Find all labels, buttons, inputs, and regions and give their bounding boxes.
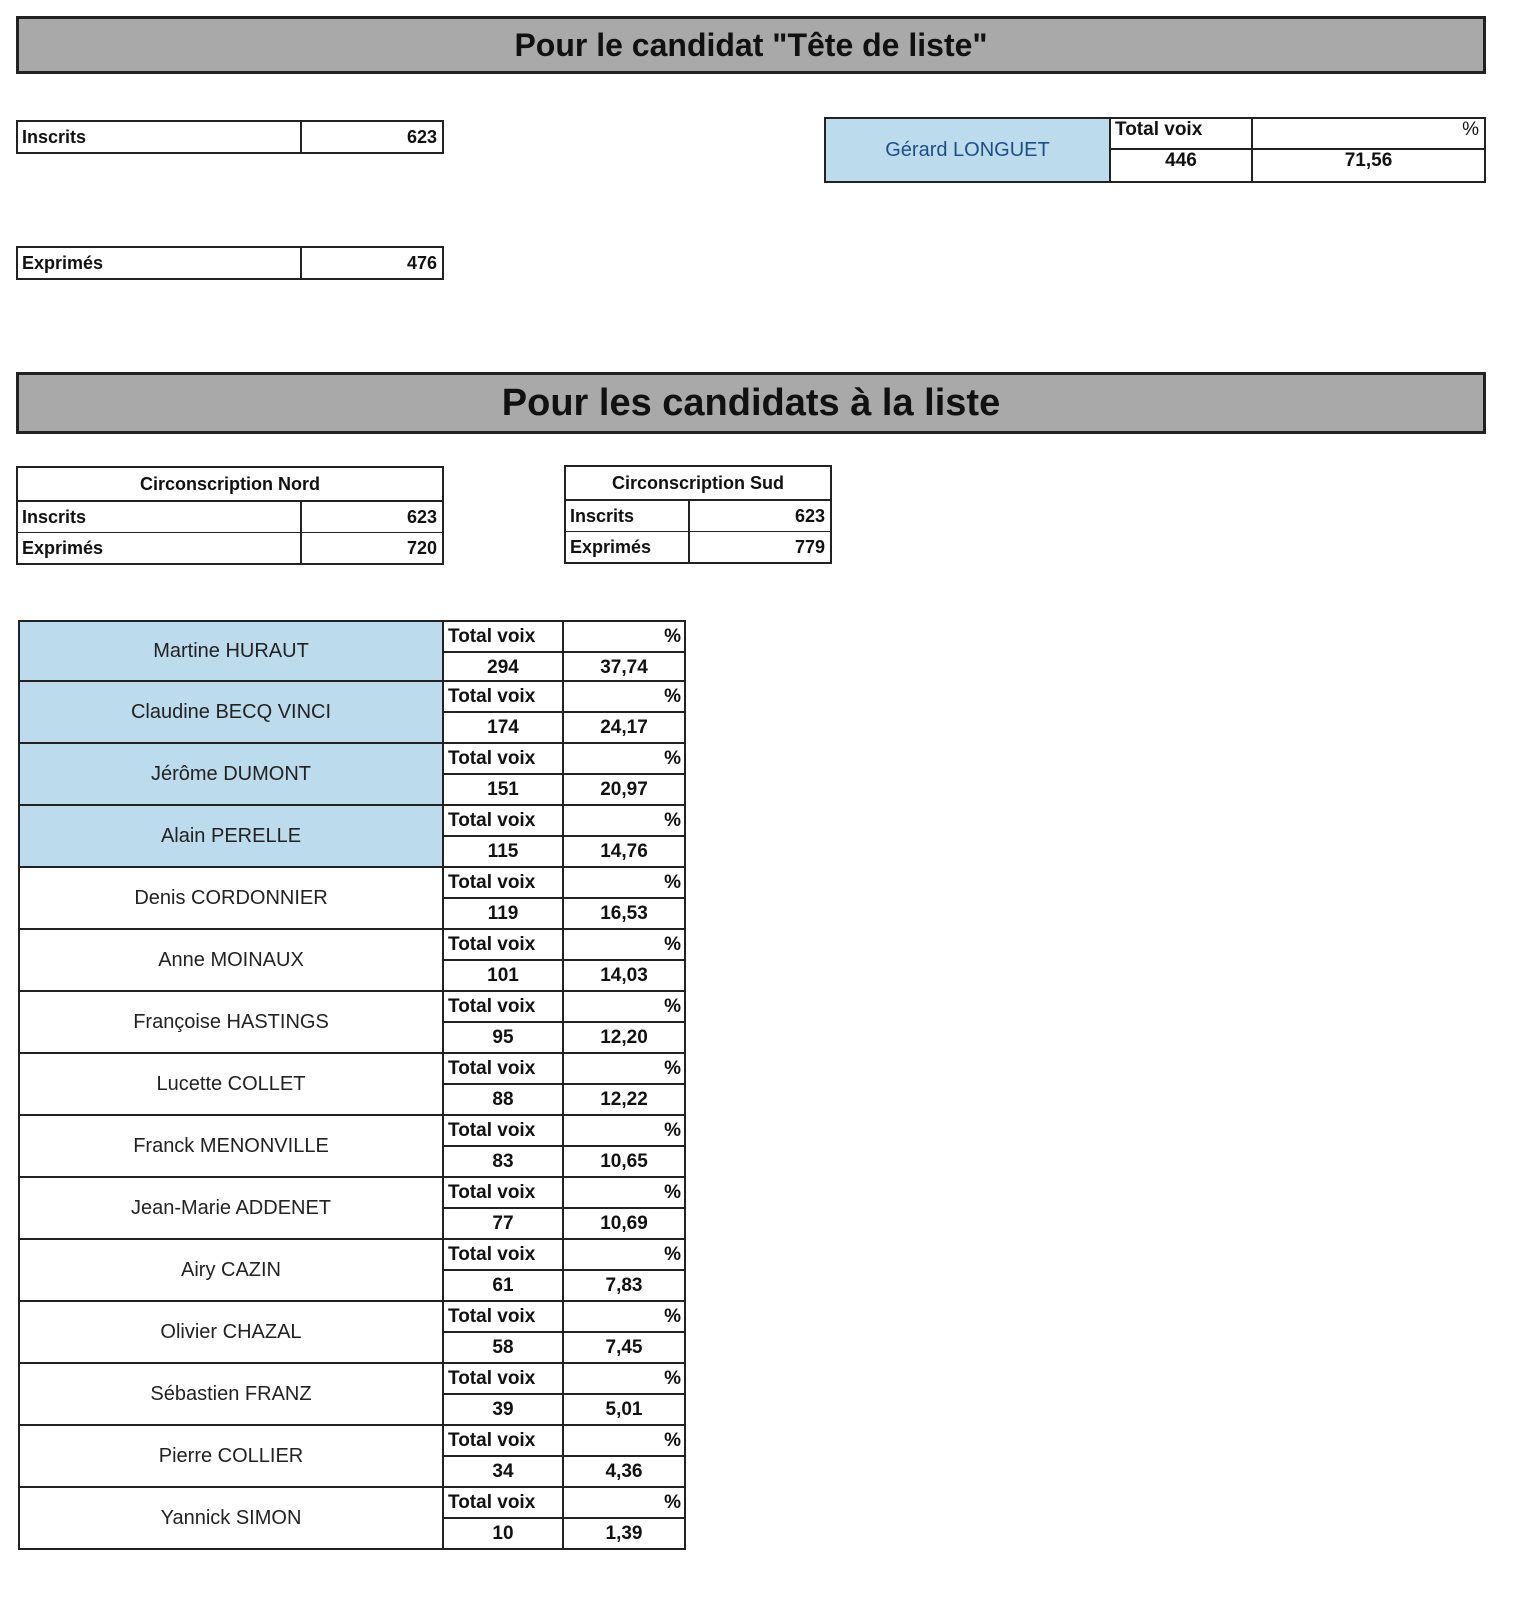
candidate-name: Anne MOINAUX [20, 930, 444, 990]
candidate-pct: 10,65 [600, 1151, 648, 1172]
candidate-votes: 58 [444, 1333, 564, 1362]
candidate-votes: 61 [444, 1271, 564, 1300]
candidate-votes: 151 [444, 775, 564, 804]
candidate-name: Denis CORDONNIER [20, 868, 444, 928]
candidate-pct-label: % [564, 868, 684, 899]
candidate-pct-label: % [564, 1116, 684, 1147]
candidate-total-label: Total voix [444, 1488, 564, 1519]
candidate-row [18, 1488, 686, 1550]
candidate-total-label: Total voix [444, 1240, 564, 1271]
candidate-pct: 4,36 [605, 1461, 643, 1482]
candidate-total-label: Total voix [444, 682, 564, 713]
candidate-total-label: Total voix [444, 1178, 564, 1209]
sud-inscrits-value: 623 [794, 506, 825, 526]
sud-inscrits-label: Inscrits [566, 501, 690, 531]
candidate-votes: 77 [444, 1209, 564, 1238]
candidate-row [18, 1240, 686, 1302]
candidate-name: Olivier CHAZAL [20, 1302, 444, 1362]
nord-inscrits-label: Inscrits [18, 502, 302, 532]
nord-exprimes-value: 720 [406, 538, 437, 558]
candidate-pct: 37,74 [600, 657, 648, 678]
candidate-row [18, 682, 686, 744]
candidate-total-label: Total voix [444, 1302, 564, 1333]
candidate-total-label: Total voix [444, 744, 564, 775]
candidate-total-label: Total voix [444, 1364, 564, 1395]
candidate-row [18, 868, 686, 930]
candidate-votes: 39 [444, 1395, 564, 1424]
lead-pct-value: 71,56 [1344, 150, 1393, 171]
candidate-row [18, 1302, 686, 1364]
candidate-pct: 16,53 [600, 903, 648, 924]
candidate-pct: 7,45 [605, 1337, 643, 1358]
inscrits-label: Inscrits [18, 122, 302, 152]
inscrits-box [16, 120, 444, 154]
candidate-row [18, 992, 686, 1054]
candidate-name: Sébastien FRANZ [20, 1364, 444, 1424]
candidate-row [18, 1116, 686, 1178]
candidate-pct: 12,20 [600, 1027, 648, 1048]
lead-total-value: 446 [1111, 150, 1253, 181]
candidate-row [18, 1054, 686, 1116]
candidate-total-label: Total voix [444, 992, 564, 1023]
candidates-table [18, 620, 686, 1550]
candidate-total-label: Total voix [444, 622, 564, 653]
candidate-total-label: Total voix [444, 1426, 564, 1457]
candidate-votes: 88 [444, 1085, 564, 1114]
candidate-total-label: Total voix [444, 930, 564, 961]
candidate-votes: 83 [444, 1147, 564, 1176]
candidate-total-label: Total voix [444, 1054, 564, 1085]
candidate-pct-label: % [564, 1240, 684, 1271]
candidate-pct: 12,22 [600, 1089, 648, 1110]
candidate-votes: 294 [444, 653, 564, 682]
candidate-pct-label: % [564, 744, 684, 775]
candidate-row [18, 930, 686, 992]
inscrits-value: 623 [406, 127, 437, 147]
candidate-pct: 5,01 [605, 1399, 643, 1420]
nord-inscrits-value: 623 [406, 507, 437, 527]
nord-exprimes-label: Exprimés [18, 533, 302, 563]
candidate-pct-label: % [564, 1302, 684, 1333]
candidate-pct-label: % [564, 1178, 684, 1209]
candidate-name: Jean-Marie ADDENET [20, 1178, 444, 1238]
lead-candidate-box [824, 117, 1486, 183]
candidate-row [18, 1364, 686, 1426]
candidate-total-label: Total voix [444, 1116, 564, 1147]
exprimes-label: Exprimés [18, 248, 302, 278]
candidate-votes: 95 [444, 1023, 564, 1052]
candidate-pct: 20,97 [600, 779, 648, 800]
circonscription-nord-box [16, 466, 444, 565]
candidate-votes: 34 [444, 1457, 564, 1486]
candidate-name: Lucette COLLET [20, 1054, 444, 1114]
candidate-name: Airy CAZIN [20, 1240, 444, 1300]
candidate-name: Françoise HASTINGS [20, 992, 444, 1052]
candidate-pct-label: % [564, 682, 684, 713]
candidate-pct-label: % [564, 1364, 684, 1395]
candidate-votes: 115 [444, 837, 564, 866]
sud-exprimes-value: 779 [794, 537, 825, 557]
candidate-row [18, 806, 686, 868]
candidate-pct-label: % [564, 806, 684, 837]
candidate-name: Alain PERELLE [20, 806, 444, 866]
candidate-total-label: Total voix [444, 868, 564, 899]
candidate-total-label: Total voix [444, 806, 564, 837]
candidate-pct-label: % [564, 1426, 684, 1457]
candidate-row [18, 1178, 686, 1240]
candidate-votes: 174 [444, 713, 564, 742]
candidate-name: Franck MENONVILLE [20, 1116, 444, 1176]
exprimes-box [16, 246, 444, 280]
candidate-pct-label: % [564, 992, 684, 1023]
candidate-pct: 1,39 [605, 1523, 643, 1544]
candidate-pct: 14,03 [600, 965, 648, 986]
candidate-name: Jérôme DUMONT [20, 744, 444, 804]
candidate-pct-label: % [564, 1054, 684, 1085]
candidate-pct-label: % [564, 1488, 684, 1519]
candidate-name: Claudine BECQ VINCI [20, 682, 444, 742]
section-title-tete-de-liste: Pour le candidat "Tête de liste" [16, 16, 1486, 74]
candidate-name: Martine HURAUT [20, 622, 444, 680]
candidate-pct-label: % [564, 930, 684, 961]
candidate-votes: 119 [444, 899, 564, 928]
lead-candidate-name: Gérard LONGUET [826, 119, 1111, 181]
circonscription-nord-title: Circonscription Nord [18, 468, 442, 502]
exprimes-value: 476 [406, 253, 437, 273]
circonscription-sud-box [564, 465, 832, 564]
candidate-pct: 10,69 [600, 1213, 648, 1234]
sud-exprimes-label: Exprimés [566, 532, 690, 562]
candidate-pct: 24,17 [600, 717, 648, 738]
candidate-row [18, 620, 686, 682]
lead-pct-label: % [1253, 119, 1484, 150]
lead-total-label: Total voix [1111, 119, 1253, 150]
candidate-votes: 10 [444, 1519, 564, 1548]
section-title-candidats-liste: Pour les candidats à la liste [16, 372, 1486, 434]
candidate-row [18, 744, 686, 806]
candidate-name: Pierre COLLIER [20, 1426, 444, 1486]
candidate-pct: 7,83 [605, 1275, 643, 1296]
candidate-row [18, 1426, 686, 1488]
circonscription-sud-title: Circonscription Sud [566, 467, 830, 501]
candidate-name: Yannick SIMON [20, 1488, 444, 1548]
candidate-pct-label: % [564, 622, 684, 653]
candidate-pct: 14,76 [600, 841, 648, 862]
candidate-votes: 101 [444, 961, 564, 990]
